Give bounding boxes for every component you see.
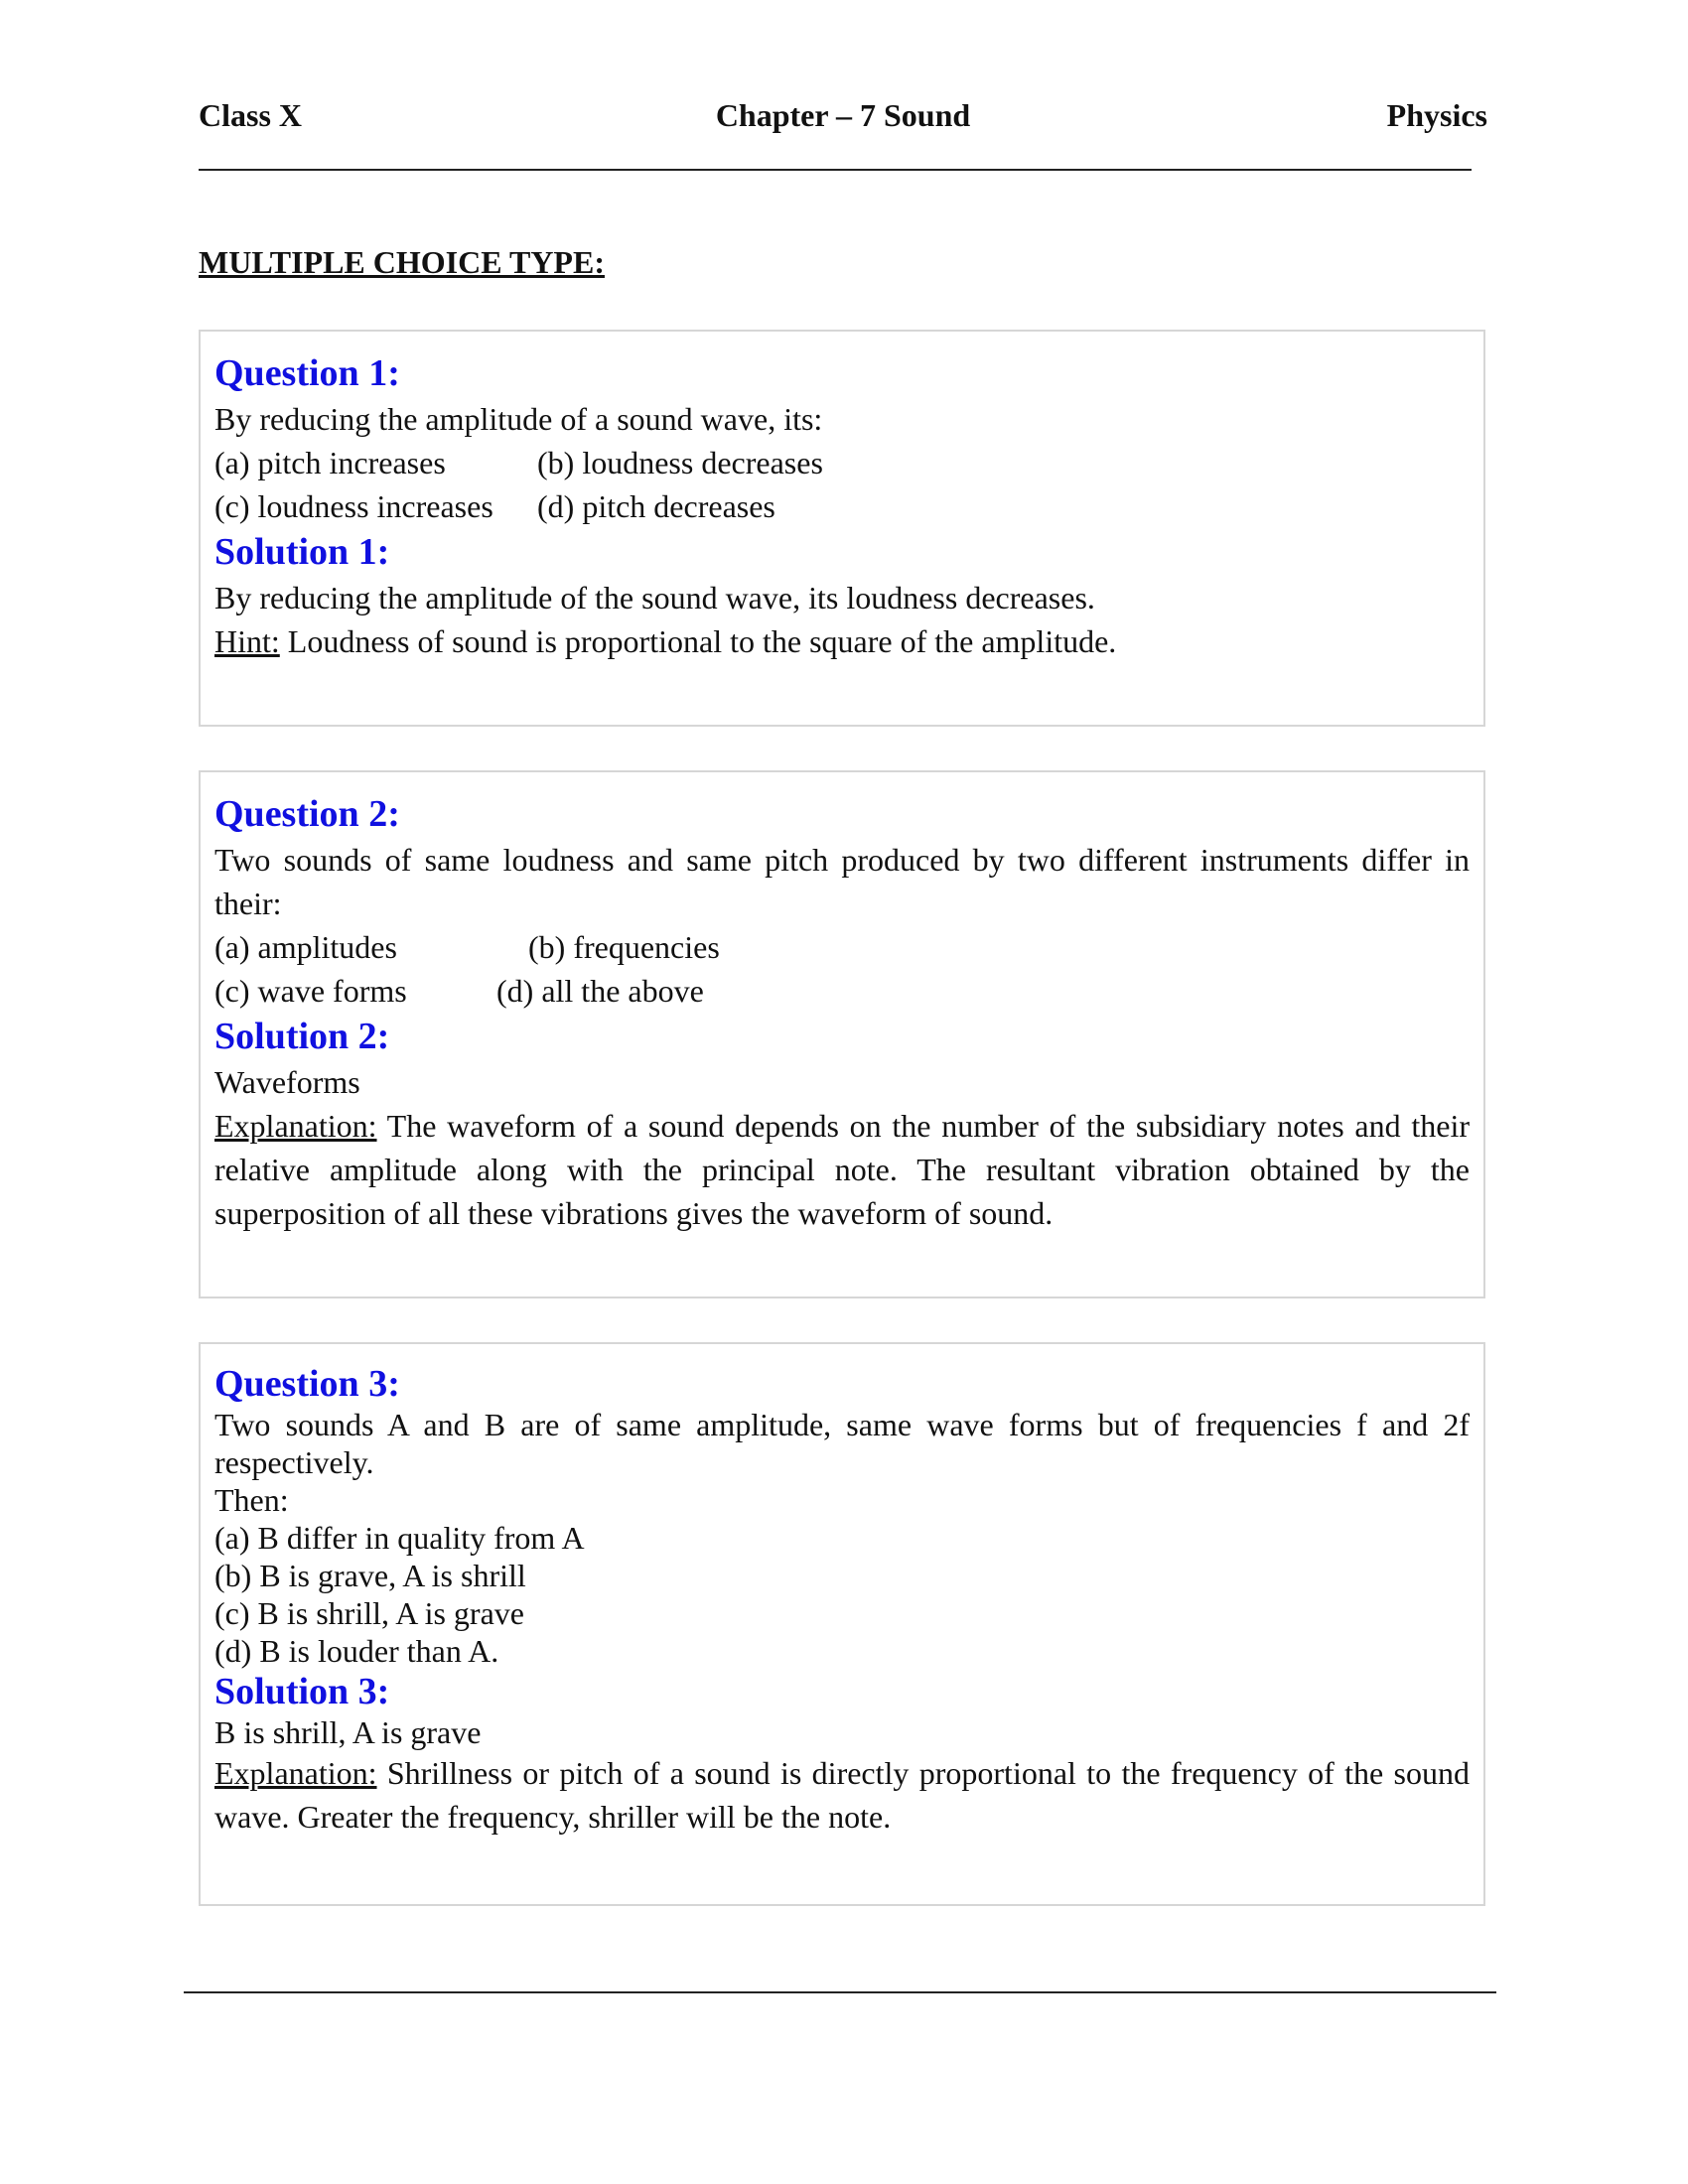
question-box-2: [199, 770, 1485, 1298]
explanation-label: Explanation:: [214, 1108, 377, 1144]
solution-heading: Solution 2:: [214, 1016, 390, 1057]
option-b: (b) frequencies: [528, 929, 720, 965]
header-subject: Physics: [1386, 97, 1487, 133]
options-row: [214, 925, 1470, 969]
option-a: (a) B differ in quality from A: [214, 1520, 585, 1556]
question-box-1: [199, 330, 1485, 727]
option-c: (c) B is shrill, A is grave: [214, 1595, 524, 1631]
question-text: By reducing the amplitude of a sound wave, its:: [214, 401, 823, 437]
question-text: Two sounds A and B are of same amplitude, same wave forms but of frequencies f and 2f respectively.: [214, 1407, 1470, 1480]
option-d: (d) B is louder than A.: [214, 1633, 499, 1669]
hint-text: Loudness of sound is proportional to the square of the amplitude.: [279, 623, 1117, 659]
option-a: (a) pitch increases: [214, 445, 446, 480]
options-row: [214, 441, 1470, 484]
hint-label: Hint:: [214, 623, 280, 659]
option-d: (d) all the above: [496, 973, 704, 1009]
explanation-paragraph: [214, 1751, 1470, 1839]
explanation-paragraph: [214, 1104, 1470, 1235]
solution-heading: Solution 3:: [214, 1671, 390, 1712]
question-heading: Question 3:: [214, 1363, 400, 1405]
header-chapter: Chapter – 7 Sound: [715, 97, 971, 133]
question-text: Two sounds of same loudness and same pitch produced by two different instruments differ in their:: [214, 842, 1470, 921]
question-then: Then:: [214, 1482, 289, 1518]
option-c: (c) wave forms: [214, 973, 407, 1009]
options-row: [214, 484, 1470, 528]
section-title: MULTIPLE CHOICE TYPE:: [199, 244, 605, 280]
question-heading: Question 2:: [214, 793, 400, 835]
solution-heading: Solution 1:: [214, 531, 390, 573]
solution-text: B is shrill, A is grave: [214, 1714, 482, 1750]
explanation-label: Explanation:: [214, 1755, 377, 1791]
hint-line: [214, 619, 1470, 663]
question-heading: Question 1:: [214, 352, 400, 394]
explanation-text: The waveform of a sound depends on the number of the subsidiary notes and their relative amplitude along with the principal note. The resultant vibration obtained by the superposition of all these vibrations gives the waveform of sound.: [214, 1108, 1470, 1231]
option-b: (b) B is grave, A is shrill: [214, 1558, 526, 1593]
option-c: (c) loudness increases: [214, 488, 493, 524]
option-d: (d) pitch decreases: [537, 488, 775, 524]
explanation-text: Shrillness or pitch of a sound is directly proportional to the frequency of the sound wave. Greater the frequency, shriller will be the note.: [214, 1755, 1470, 1835]
footer-divider: [184, 1991, 1496, 1993]
question-box-3: [199, 1342, 1485, 1906]
solution-text: By reducing the amplitude of the sound wave, its loudness decreases.: [214, 580, 1095, 615]
option-a: (a) amplitudes: [214, 929, 397, 965]
options-row: [214, 969, 1470, 1013]
page-header: [199, 97, 1487, 141]
header-class: Class X: [199, 97, 303, 133]
option-b: (b) loudness decreases: [537, 445, 823, 480]
header-divider: [199, 169, 1472, 171]
solution-text: Waveforms: [214, 1064, 360, 1100]
